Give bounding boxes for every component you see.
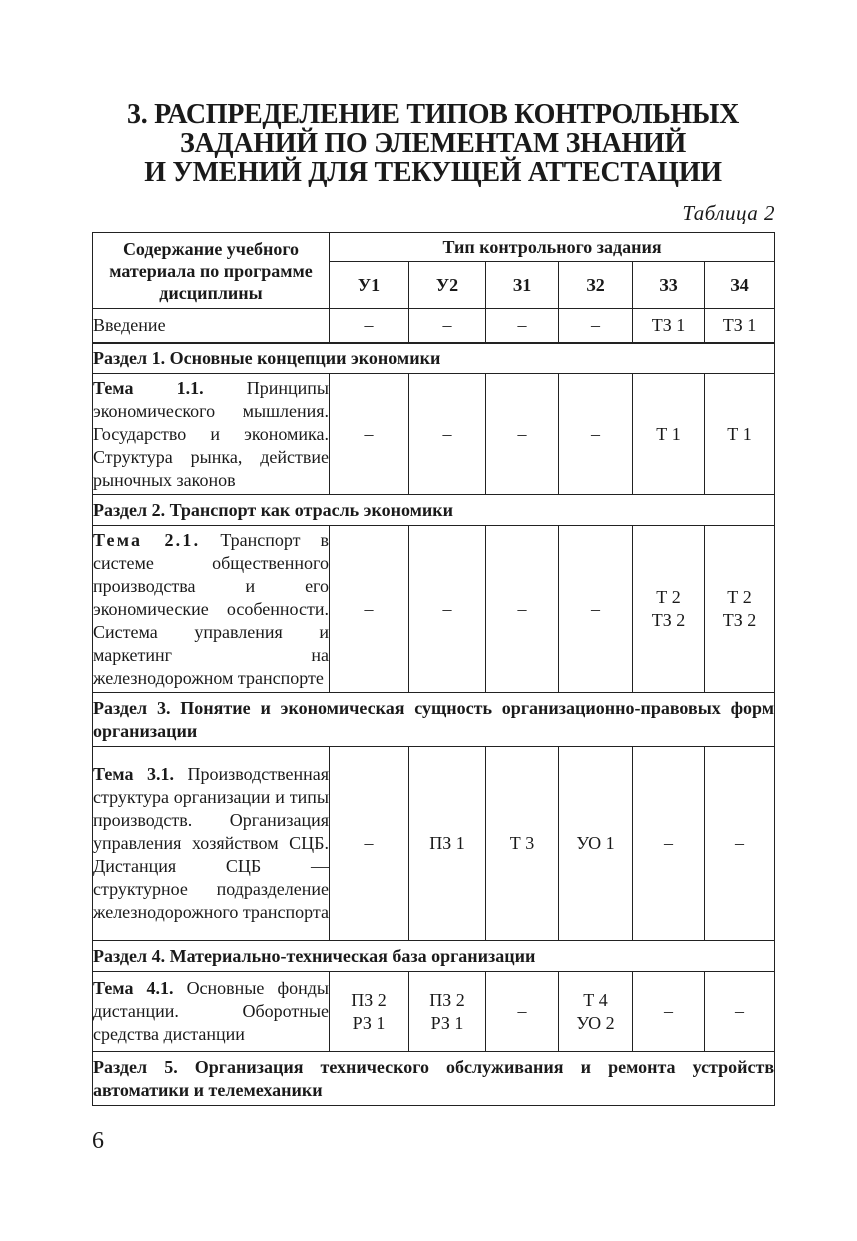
table-row xyxy=(93,309,775,343)
topic-cell xyxy=(93,374,330,495)
table-cell: – xyxy=(559,374,633,495)
table-cell: – xyxy=(559,309,633,343)
cell-line: ПЗ 2 xyxy=(351,989,387,1010)
topic-title: Тема 2.1. xyxy=(93,529,201,550)
control-tasks-table xyxy=(92,232,775,1106)
table-cell xyxy=(633,526,705,693)
table-cell xyxy=(409,972,486,1052)
heading-line-2: ЗАДАНИЙ ПО ЭЛЕМЕНТАМ ЗНАНИЙ xyxy=(180,128,686,159)
topic-text: Основные фонды дистанции. Оборотные средства дистанции xyxy=(93,978,329,1044)
section-title: Раздел 5. Организация технического обслуживания и ремонта устройств автоматики и телемеханики xyxy=(93,1052,775,1106)
table-cell: – xyxy=(486,526,559,693)
heading-line-1: 3. РАСПРЕДЕЛЕНИЕ ТИПОВ КОНТРОЛЬНЫХ xyxy=(127,99,739,130)
column-header: З3 xyxy=(633,262,705,309)
column-header: З1 xyxy=(486,262,559,309)
column-header: У1 xyxy=(330,262,409,309)
cell-line: Т 4 xyxy=(583,989,608,1010)
table-cell: ПЗ 1 xyxy=(409,747,486,941)
section-heading xyxy=(92,100,774,187)
table-cell: – xyxy=(409,374,486,495)
table-row xyxy=(93,747,775,941)
cell-line: Т 2 xyxy=(656,587,681,607)
cell-line: ПЗ 2 xyxy=(429,989,465,1010)
cell-line: РЗ 1 xyxy=(352,1012,386,1033)
topic-title: Тема 1.1. xyxy=(93,377,204,398)
table-cell: – xyxy=(330,526,409,693)
cell-line: Т 2 xyxy=(727,587,752,607)
cell-line: РЗ 1 xyxy=(430,1012,464,1033)
page-number: 6 xyxy=(92,1128,104,1154)
section-title: Раздел 2. Транспорт как отрасль экономики xyxy=(93,495,775,526)
table-cell: ТЗ 1 xyxy=(633,309,705,343)
table-cell: Т 1 xyxy=(705,374,775,495)
topic-cell xyxy=(93,747,330,941)
section-title: Раздел 1. Основные концепции экономики xyxy=(93,343,775,374)
table-cell: – xyxy=(705,972,775,1052)
topic-cell xyxy=(93,526,330,693)
section-row xyxy=(93,941,775,972)
topic-cell xyxy=(93,972,330,1052)
table-cell: – xyxy=(330,747,409,941)
table-cell: ТЗ 1 xyxy=(705,309,775,343)
section-row xyxy=(93,693,775,747)
table-cell xyxy=(559,972,633,1052)
table-row xyxy=(93,526,775,693)
heading-line-3: И УМЕНИЙ ДЛЯ ТЕКУЩЕЙ АТТЕСТАЦИИ xyxy=(144,157,722,188)
section-row xyxy=(93,1052,775,1106)
table-row xyxy=(93,972,775,1052)
table-cell: – xyxy=(486,374,559,495)
table-cell: УО 1 xyxy=(559,747,633,941)
header-content: Содержание учебного материала по программе дисциплины xyxy=(93,233,330,309)
column-header: З2 xyxy=(559,262,633,309)
table-cell xyxy=(330,972,409,1052)
table-cell: Т 1 xyxy=(633,374,705,495)
cell-line: УО 2 xyxy=(576,1012,615,1033)
table-cell xyxy=(705,526,775,693)
table-cell: – xyxy=(409,309,486,343)
section-row xyxy=(93,495,775,526)
table-cell: – xyxy=(330,374,409,495)
cell-line: ТЗ 2 xyxy=(722,610,757,630)
section-row xyxy=(93,343,775,374)
cell-line: ТЗ 2 xyxy=(651,610,686,630)
intro-label: Введение xyxy=(93,309,330,343)
table-cell: – xyxy=(633,972,705,1052)
section-title: Раздел 3. Понятие и экономическая сущность организационно-правовых форм организации xyxy=(93,693,775,747)
table-header-row xyxy=(93,233,775,262)
topic-title: Тема 3.1. xyxy=(93,764,174,784)
topic-text: Транспорт в системе общественного производства и его экономические особенности. Система управления и маркетинг на железнодорожном транспорте xyxy=(93,529,330,688)
table-cell: – xyxy=(409,526,486,693)
table-cell: – xyxy=(633,747,705,941)
header-type: Тип контрольного задания xyxy=(330,233,775,262)
column-header: З4 xyxy=(705,262,775,309)
topic-title: Тема 4.1. xyxy=(93,978,174,998)
table-caption: Таблица 2 xyxy=(682,201,775,225)
table-cell: – xyxy=(486,309,559,343)
table-cell: – xyxy=(559,526,633,693)
section-title: Раздел 4. Материально-техническая база организации xyxy=(93,941,775,972)
table-cell: – xyxy=(330,309,409,343)
table-row xyxy=(93,374,775,495)
column-header: У2 xyxy=(409,262,486,309)
table-cell: Т 3 xyxy=(486,747,559,941)
table-cell: – xyxy=(705,747,775,941)
topic-text: Производственная структура организации и типы производств. Организация управления хозяйством СЦБ. Дистанция СЦБ — структурное подразделение железнодорожного транспорта xyxy=(93,764,330,922)
table-cell: – xyxy=(486,972,559,1052)
topic-text: Принципы экономического мышления. Государство и экономика. Структура рынка, действие рыночных законов xyxy=(93,377,329,490)
